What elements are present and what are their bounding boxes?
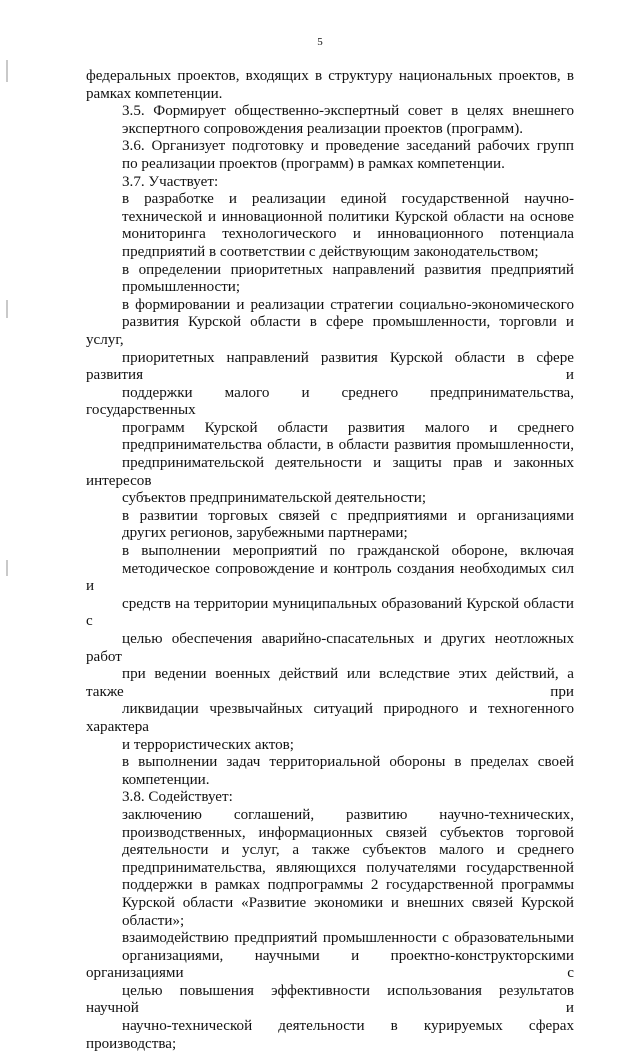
text-line: компетенции. [122, 771, 210, 788]
text-line: предпринимательства области, в области развития промышленности, [122, 437, 574, 454]
text-line: приоритетных направлений развития Курской области в сфере развития и [86, 349, 574, 384]
text-line: предприятий в соответствии с действующим законодательством; [122, 243, 539, 260]
text-line: целью обеспечения аварийно-спасательных и других неотложных работ [86, 631, 574, 665]
paragraph [86, 68, 574, 103]
text-line: средств на территории муниципальных образований Курской области с [86, 595, 574, 630]
text-line: субъектов предпринимательской деятельности; [122, 490, 427, 507]
text-line: поддержки в рамках подпрограммы 2 государственной программы [122, 877, 574, 894]
text-line: при ведении военных действий или вследствие этих действий, а также при [86, 666, 574, 700]
paragraph [86, 297, 574, 508]
text-line: предпринимательской деятельности и защиты прав и законных интересов [86, 455, 574, 489]
text-line: 3.7. Участвует: [122, 173, 219, 190]
paragraph [86, 262, 574, 297]
text-line: организациями, научными и проектно-конструкторскими организациями с [86, 947, 574, 982]
text-line: в разработке и реализации единой государственной научно- [122, 191, 574, 208]
text-line: в выполнении мероприятий по гражданской обороне, включая [122, 543, 574, 560]
text-line: предпринимательства, являющихся получателями государственной [122, 859, 574, 876]
text-line: 3.6. Организует подготовку и проведение заседаний рабочих групп [122, 138, 574, 155]
text-line: других регионов, зарубежными партнерами; [122, 525, 408, 542]
text-line: развития Курской области в сфере промышленности, торговли и услуг, [86, 314, 574, 348]
text-line: и террористических актов; [122, 736, 294, 753]
text-line: области»; [122, 912, 185, 929]
paragraph [86, 191, 574, 261]
paragraph [86, 103, 574, 138]
paragraph [86, 807, 574, 930]
text-line: методическое сопровождение и контроль создания необходимых сил и [86, 560, 574, 595]
scan-edge-mark [6, 560, 8, 576]
text-line: деятельности и услуг, а также субъектов малого и среднего [122, 842, 574, 859]
paragraph [86, 508, 574, 543]
text-line: в выполнении задач территориальной обороны в пределах своей [122, 754, 574, 771]
paragraph [86, 930, 574, 1053]
text-line: программ Курской области развития малого и среднего [122, 419, 574, 436]
text-line: заключению соглашений, развитию научно-технических, [122, 806, 574, 823]
document-body [86, 68, 574, 1053]
text-line: взаимодействию предприятий промышленности с образовательными [122, 930, 574, 947]
scan-edge-mark [6, 60, 8, 82]
text-line: в формировании и реализации стратегии социально-экономического [122, 296, 574, 313]
text-line: 3.5. Формирует общественно-экспертный совет в целях внешнего [122, 103, 574, 120]
scan-edge-mark [6, 300, 8, 318]
page-number: 5 [317, 36, 323, 48]
text-line: 3.8. Содействует: [122, 789, 233, 806]
text-line: рамках компетенции. [86, 85, 223, 102]
text-line: ликвидации чрезвычайных ситуаций природного и техногенного характера [86, 701, 574, 735]
text-line: федеральных проектов, входящих в структуру национальных проектов, в [86, 68, 574, 84]
text-line: в определении приоритетных направлений развития предприятий [122, 261, 574, 278]
text-line: поддержки малого и среднего предпринимательства, государственных [86, 384, 574, 419]
text-line: целью повышения эффективности использования результатов научной и [86, 982, 574, 1017]
text-line: научно-технической деятельности в курируемых сферах производства; [86, 1018, 574, 1052]
paragraph [86, 174, 574, 192]
paragraph [86, 754, 574, 789]
text-line: экспертного сопровождения реализации проектов (программ). [122, 120, 524, 137]
paragraph [86, 789, 574, 807]
text-line: Курской области «Развитие экономики и внешних связей Курской [122, 894, 574, 911]
text-line: мониторинга технологического и инновационного потенциала [122, 226, 574, 243]
text-line: производственных, информационных связей субъектов торговой [122, 824, 574, 841]
text-line: технической и инновационной политики Курской области на основе [122, 208, 574, 225]
paragraph [86, 543, 574, 754]
text-line: в развитии торговых связей с предприятиями и организациями [122, 507, 574, 524]
text-line: промышленности; [122, 279, 241, 296]
paragraph [86, 138, 574, 173]
text-line: по реализации проектов (программ) в рамках компетенции. [122, 155, 505, 172]
